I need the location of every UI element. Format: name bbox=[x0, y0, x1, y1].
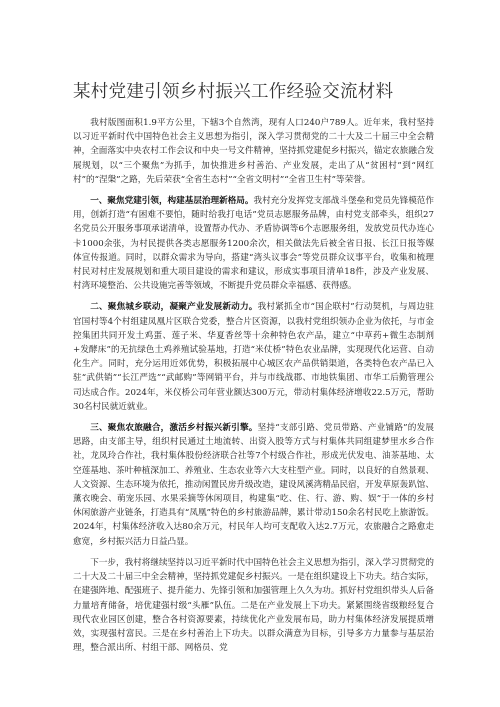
section-paragraph-1 bbox=[73, 194, 434, 293]
section-heading-2: 二、聚焦城乡联动，凝聚产业发展新动力。 bbox=[90, 302, 258, 313]
section-body-1: 我村充分发挥党支部战斗堡垒和党员先锋模范作用，创新打造“有困难不要怕，随时给我打电话”党员志愿服务品牌，由村党支部牵头，组织27名党员公开服务事项承诺清单，设置帮办代办、矛盾协调等6个志愿服务组，发放党员代办连心卡1000余张，为村民提供各类志愿服务1200余次，相关做法先后被全省日报、长江日报等媒体宣传报道。同时，以群众需求为导向，搭建“湾头议事会”等党员群众议事平台，收集和梳理村民对村庄发展规划和重大项目建设的需求和建议，形成实事项目清单18件，涉及产业发展、村湾环境整治、公共设施完善等领域，不断提升党员群众幸福感、获得感。 bbox=[73, 196, 434, 292]
section-body-3: 坚持“支部引路、党员带路、产业铺路”的发展思路，由支部主导，组织村民通过土地流转、出资入股等方式与村集体共同组建梦里水乡合作社，龙凤玲合作社，我村集体股份经济联合社等7个村级合作社，形成光伏发电、油茶基地、太空莲基地、茶叶种植深加工、养殖业、生态农业等六大支柱型产业。同时，以良好的自然景观、人文资源、生态环境为依托，推动闲置民房升级改造，建设风溪湾精品民宿，开发草原轰趴馆、薰衣晚会、萌宠乐园、水果采摘等休闲项目，构建集“吃、住、行、游、购、娱”于一体的乡村休闲旅游产业链条，打造具有“凤凰”特色的乡村旅游品牌，累计带动150余名村民吃上旅游饭。2024年，村集体经济收入达80余万元，村民年人均可支配收入达2.7万元，农旅融合之路愈走愈宽，乡村振兴活力日益凸显。 bbox=[73, 423, 434, 547]
closing-paragraph: 下一步，我村将继续坚持以习近平新时代中国特色社会主义思想为指引，深入学习贯彻党的二十大及二十届三中全会精神，坚持抓党建促乡村振兴。一是在组织建设上下功夫。结合实际，在建强阵地、配强班子、提升能力、先锋引领和加强管理上久久为功。抓好村党组织带头人后备力量培育储备，培优建强村级“头雁”队伍。二是在产业发展上下功夫。紧紧围绕省级粮经复合现代农业园区创建，整合各村资源要素，持续优化产业发展布局，助力村集体经济发展提质增效，实现强村富民。三是在乡村善治上下功夫。以群众满意为目标，引导多方力量参与基层治理，整合派出所、村组干部、网格员、党 bbox=[73, 557, 434, 654]
document-title: 某村党建引领乡村振兴工作经验交流材料 bbox=[73, 82, 394, 102]
section-body-2: 我村紧抓全市“国企联村”行动契机，与周边驻官国村等4个村组建凤凰片区联合党委，整合片区资源，以我村党组织领办企业为依托，与市金控集团共同开发土鸡蛋、莲子米、华夏香丝等十余种特色农产品，建立“中草药+微生态制剂+发酵床”的无抗绿色土鸡养殖试验基地，打造“米仗桥”特色农业品牌，实现现代化运营、自动化生产。同时，充分运用近郊优势，积极拓展中心城区农产品供销渠道，各类特色农产品已入驻“武供销”“长江严选”“武邮购”等网销平台，并与市线战郡、市地铁集团、市华工后勤管理公司达成合作。2024年，米仪桥公司年营业额达300万元，带动村集体经济增收22.5万元，帮助30名村民就近就业。 bbox=[73, 302, 434, 412]
intro-paragraph: 我村版图面积1.9平方公里，下辖3个自然湾，现有人口240户789人。近年来，我村坚持以习近平新时代中国特色社会主义思想为指引，深入学习贯彻党的二十大及二十届三中全会精神，全面落实中央农村工作会议和中央一号文件精神，坚持抓党建促乡村振兴，锚定农旅融合发展规划，以“三个聚焦”为抓手，加快推进乡村善治、产业发展，走出了从“贫困村”到“网红村”的“涅槃”之路，先后荣获“全省生态村”“全省文明村”“全省卫生村”等荣誉。 bbox=[73, 118, 434, 185]
section-paragraph-2 bbox=[73, 300, 434, 414]
section-paragraph-3 bbox=[73, 421, 434, 549]
section-heading-3: 三、聚焦农旅融合，激活乡村振兴新引擎。 bbox=[90, 423, 258, 434]
section-heading-1: 一、聚焦党建引领，构建基层治理新格局。 bbox=[90, 196, 254, 207]
